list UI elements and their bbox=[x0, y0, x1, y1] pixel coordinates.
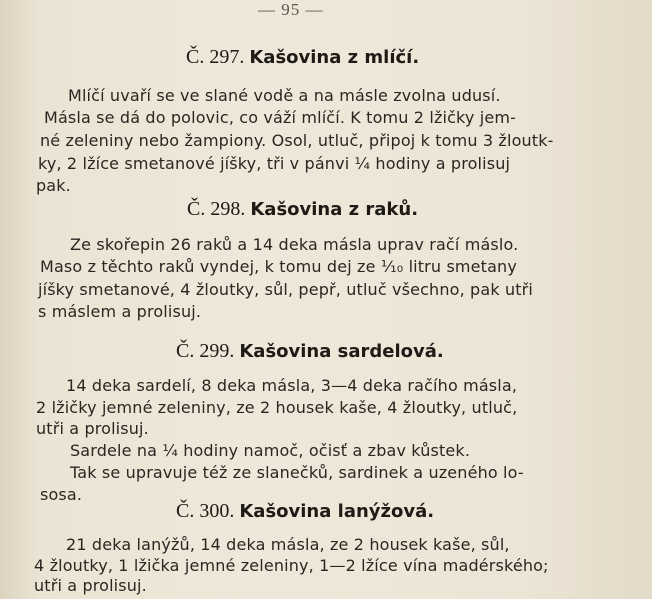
text-line: 2 lžičky jemné zeleniny, ze 2 housek kaše, 4 žloutky, utluč, bbox=[36, 398, 518, 417]
page-number: — 95 — bbox=[258, 0, 324, 19]
text-line: Ze skořepin 26 raků a 14 deka másla uprav račí máslo. bbox=[70, 235, 519, 254]
recipe-number: Č. 299. bbox=[176, 340, 235, 362]
text-line: utři a prolisuj. bbox=[34, 576, 147, 595]
text-line: Mlíčí uvaří se ve slané vodě a na másle zvolna udusí. bbox=[68, 86, 501, 105]
text-line: 14 deka sardelí, 8 deka másla, 3—4 deka račího másla, bbox=[66, 376, 518, 395]
text-line: utři a prolisuj. bbox=[36, 419, 149, 438]
recipe-name: Kašovina lanýžová. bbox=[239, 501, 435, 522]
text-line: Másla se dá do polovic, co váží mlíčí. K tomu 2 lžičky jem- bbox=[44, 108, 517, 127]
recipe-name: Kašovina z mlíčí. bbox=[249, 47, 420, 68]
text-line: 4 žloutky, 1 lžička jemné zeleniny, 1—2 lžíce vína madérského; bbox=[34, 556, 549, 575]
recipe-number: Č. 297. bbox=[186, 46, 245, 68]
text-line: ky, 2 lžíce smetanové jíšky, tři v pánvi ¼ hodiny a prolisuj bbox=[38, 154, 511, 173]
recipe-title-299 bbox=[176, 340, 444, 363]
text-line: sosa. bbox=[40, 485, 83, 504]
recipe-number: Č. 300. bbox=[176, 500, 235, 522]
text-line: pak. bbox=[36, 176, 71, 195]
recipe-title-297 bbox=[186, 46, 419, 69]
recipe-title-298 bbox=[187, 198, 418, 221]
text-line: s máslem a prolisuj. bbox=[38, 302, 202, 321]
text-line: né zeleniny nebo žampiony. Osol, utluč, připoj k tomu 3 žloutk- bbox=[40, 131, 554, 150]
recipe-name: Kašovina z raků. bbox=[250, 199, 419, 220]
text-line: Tak se upravuje též ze slanečků, sardinek a uzeného lo- bbox=[70, 463, 524, 482]
recipe-number: Č. 298. bbox=[187, 198, 246, 220]
text-line: Sardele na ¼ hodiny namoč, očisť a zbav kůstek. bbox=[70, 441, 471, 460]
text-line: Maso z těchto raků vyndej, k tomu dej ze ¹⁄₁₀ litru smetany bbox=[40, 257, 517, 276]
recipe-title-300 bbox=[176, 500, 434, 523]
text-line: jíšky smetanové, 4 žloutky, sůl, pepř, utluč všechno, pak utři bbox=[38, 280, 534, 299]
text-line: 21 deka lanýžů, 14 deka másla, ze 2 housek kaše, sůl, bbox=[66, 535, 510, 554]
recipe-name: Kašovina sardelová. bbox=[239, 341, 444, 362]
